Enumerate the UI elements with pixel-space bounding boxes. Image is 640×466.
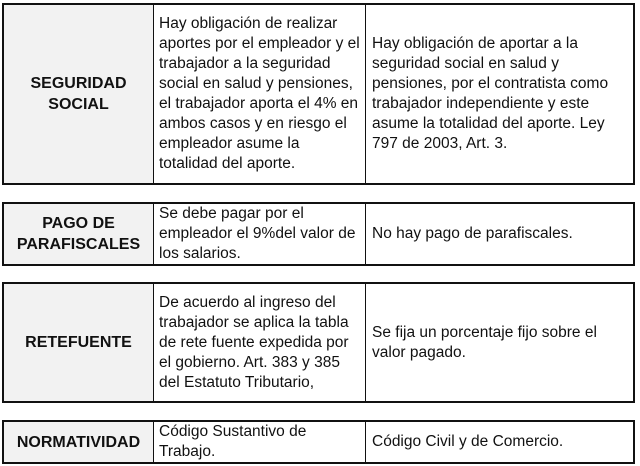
contrato-prestacion-cell: Hay obligación de aportar a la seguridad social en salud y pensiones, por el contratista como trabajador independiente y este asume la totalidad del aporte. Ley 797 de 2003, Art. 3. xyxy=(372,35,609,152)
table-row-normatividad xyxy=(2,420,635,464)
row-label: RETEFUENTE xyxy=(4,284,154,401)
contrato-laboral-cell: De acuerdo al ingreso del trabajador se aplica la tabla de rete fuente expedida por el gobierno. Art. 383 y 385 del Estatuto Tributario, xyxy=(154,284,366,401)
contrato-laboral-cell: Se debe pagar por el empleador el 9%del valor de los salarios. xyxy=(154,204,366,264)
contrato-prestacion-cell: Se fija un porcentaje fijo sobre el valor pagado. xyxy=(372,323,597,361)
row-label: NORMATIVIDAD xyxy=(4,422,154,462)
row-label: PAGO DE PARAFISCALES xyxy=(4,204,154,264)
contrato-laboral-cell: Código Sustantivo de Trabajo. xyxy=(154,422,366,462)
row-label: SEGURIDAD SOCIAL xyxy=(4,5,154,183)
contrato-prestacion-cell: No hay pago de parafiscales. xyxy=(372,225,573,242)
contrato-prestacion-cell: Código Civil y de Comercio. xyxy=(372,433,564,450)
table-row-parafiscales xyxy=(2,202,635,266)
table-row-retefuente xyxy=(2,282,635,403)
contrato-laboral-cell: Hay obligación de realizar aportes por el empleador y el trabajador a la seguridad social en salud y pensiones, el trabajador aporta el 4% en ambos casos y en riesgo el empleador asume la totalidad del aporte. xyxy=(154,5,366,183)
table-row-seguridad-social xyxy=(2,3,635,185)
